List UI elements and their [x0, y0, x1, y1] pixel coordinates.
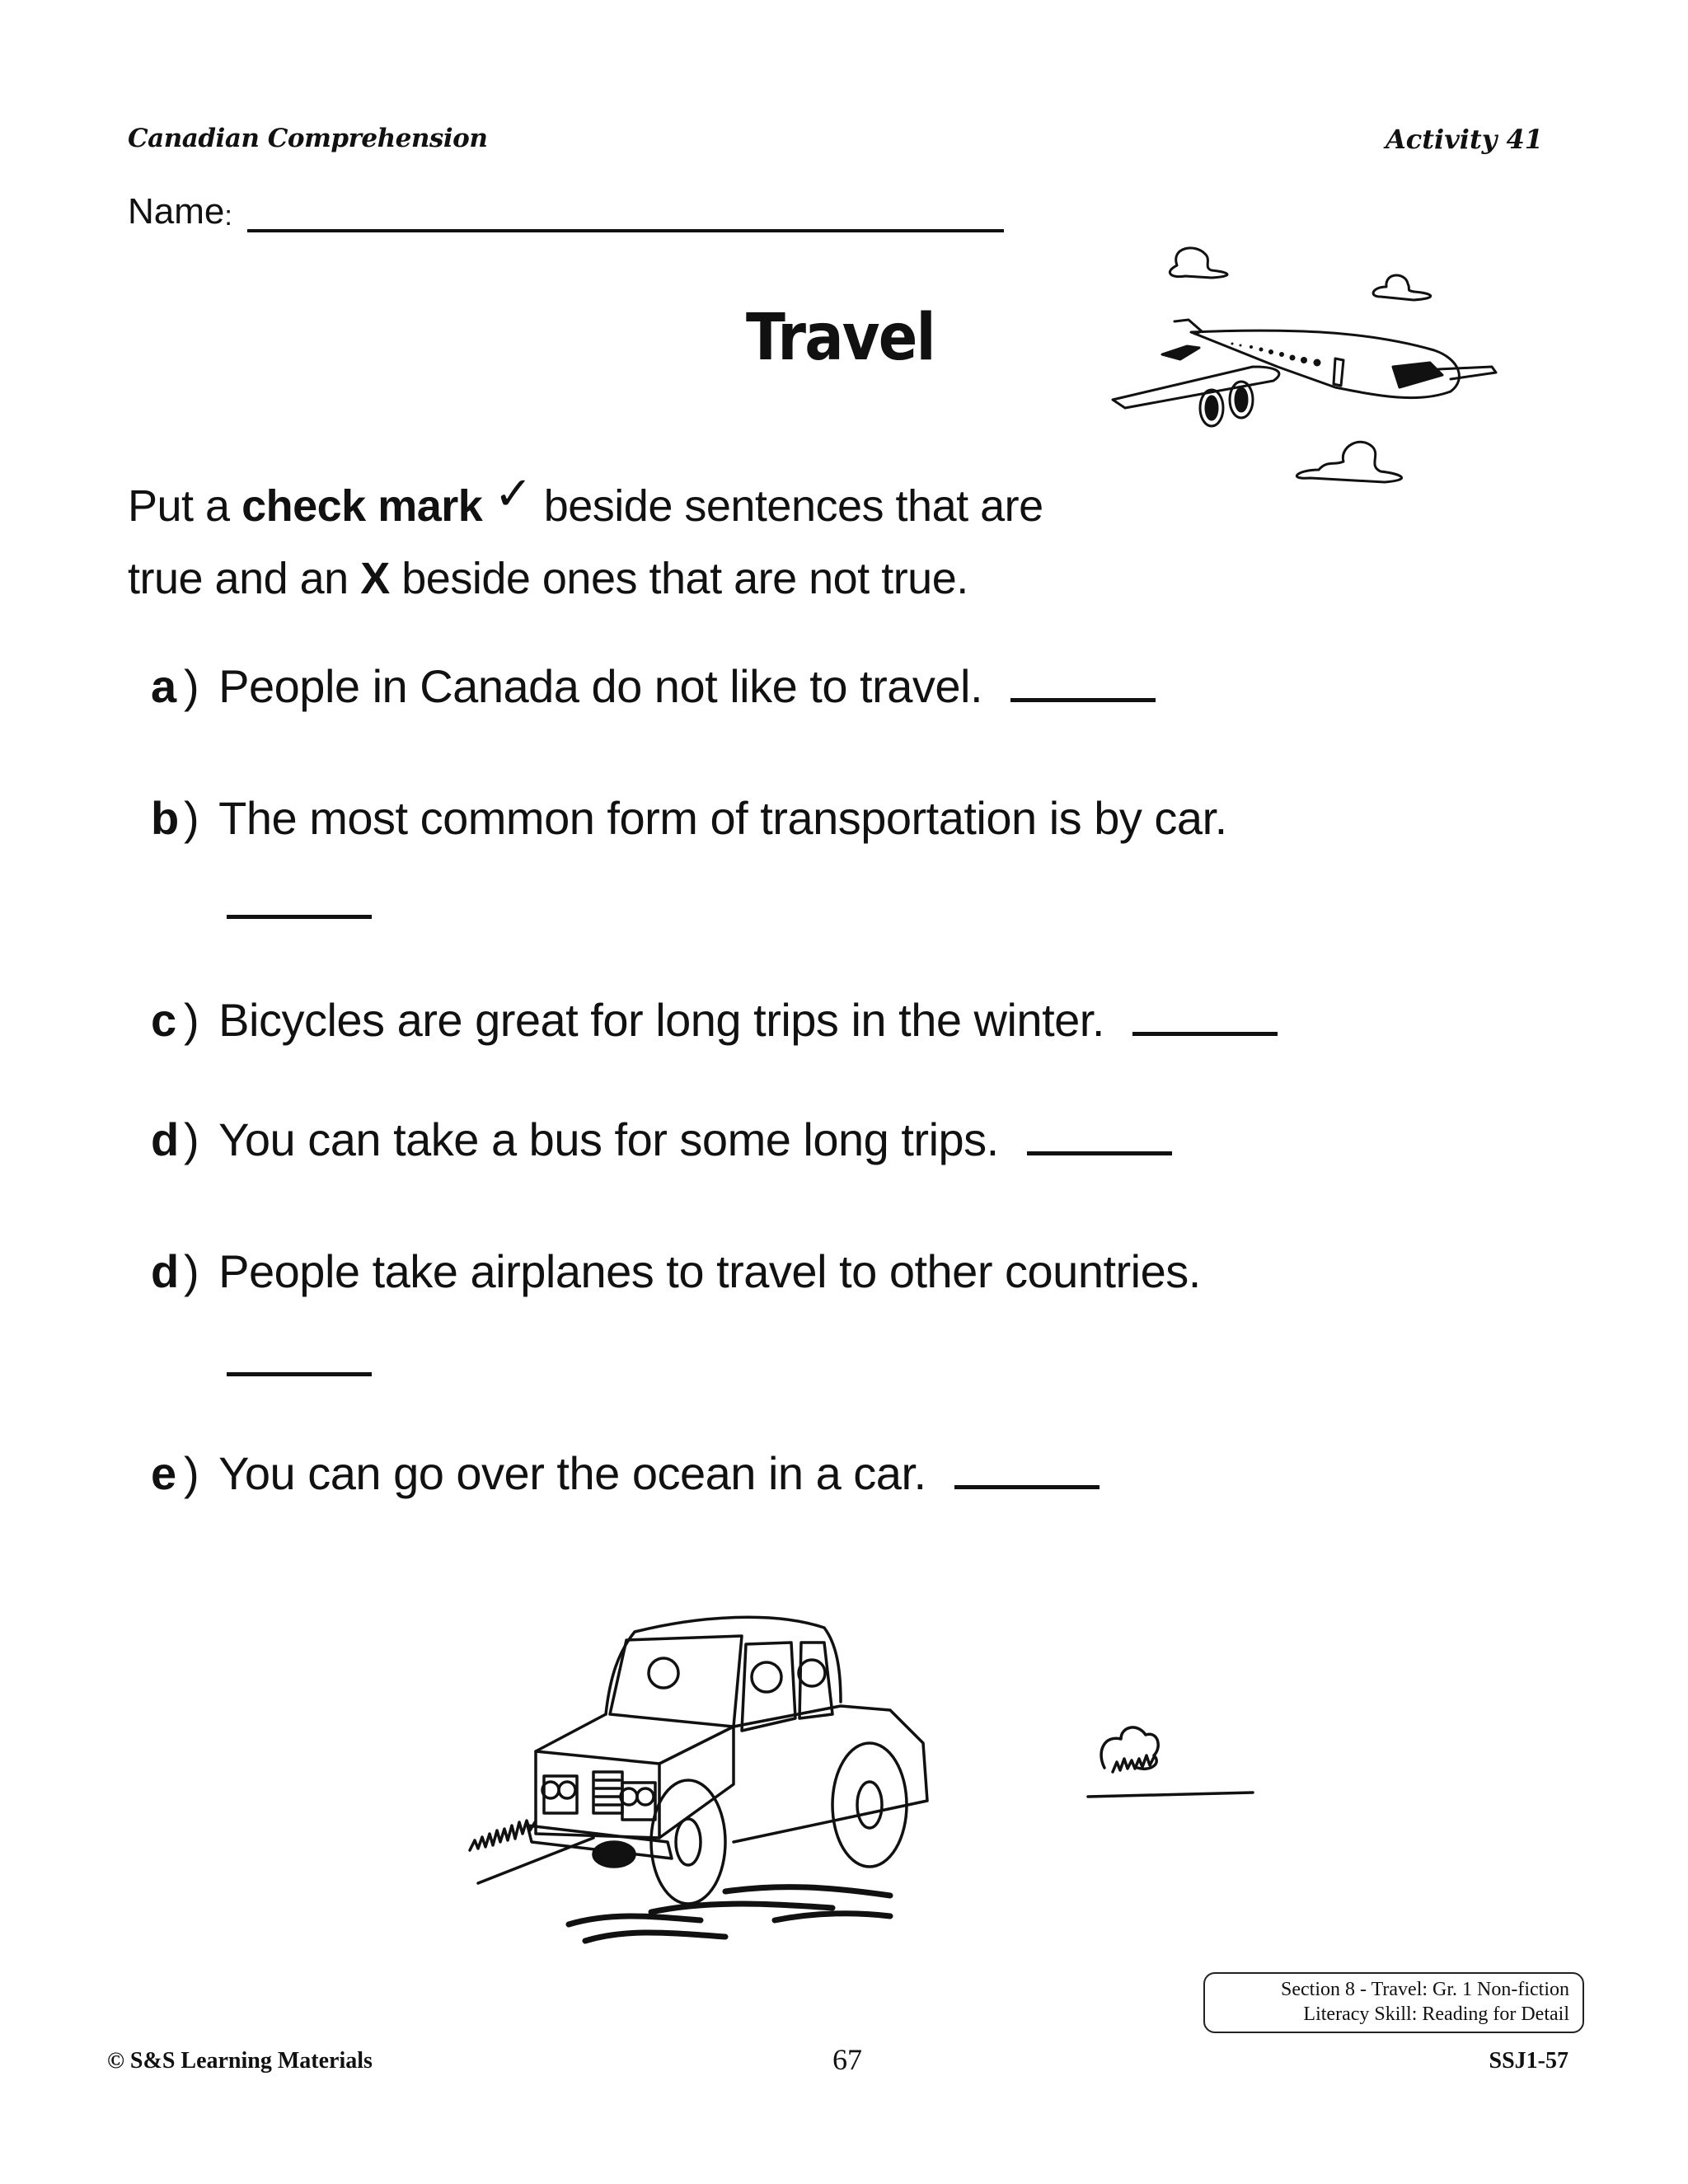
- cloud-icon: [1373, 275, 1431, 300]
- question-letter: d: [151, 1245, 179, 1297]
- question-letter: a: [151, 660, 176, 712]
- name-field: [128, 191, 1004, 232]
- question-b: b ) The most common form of transportation is by car.: [151, 792, 1227, 844]
- question-a: a ) People in Canada do not like to travel.: [151, 659, 1156, 713]
- check-mark-icon: ✓: [494, 467, 532, 521]
- question-text: People take airplanes to travel to other countries.: [218, 1245, 1201, 1297]
- x-mark-icon: X: [360, 554, 390, 603]
- cloud-icon: [1296, 442, 1401, 482]
- question-c: c ) Bicycles are great for long trips in the winter.: [151, 993, 1278, 1047]
- product-code: SSJ1-57: [1489, 2048, 1568, 2074]
- question-text: People in Canada do not like to travel.: [218, 660, 983, 712]
- book-title: Canadian Comprehension: [128, 124, 488, 153]
- question-d1: d ) You can take a bus for some long trips.: [151, 1113, 1172, 1166]
- answer-blank[interactable]: [227, 915, 372, 919]
- question-text: Bicycles are great for long trips in the winter.: [218, 994, 1104, 1046]
- question-letter: e: [151, 1447, 176, 1499]
- question-letter: b: [151, 792, 179, 844]
- instructions: Put a check mark ✓ beside sentences that are true and an X beside ones that are not true.: [128, 467, 1043, 603]
- question-d2: d ) People take airplanes to travel to other countries.: [151, 1245, 1201, 1297]
- copyright-text: © S&S Learning Materials: [107, 2048, 373, 2074]
- section-info-line2: Literacy Skill: Reading for Detail: [1303, 2004, 1569, 2025]
- name-label: Name: [128, 191, 225, 232]
- check-mark-phrase: check mark: [241, 481, 483, 531]
- page-number: 67: [832, 2043, 862, 2076]
- question-e: e ) You can go over the ocean in a car.: [151, 1446, 1100, 1500]
- section-info-line1: Section 8 - Travel: Gr. 1 Non-fiction: [1281, 1979, 1569, 2000]
- question-letter: d: [151, 1113, 179, 1165]
- airplane-illustration: [1088, 231, 1599, 494]
- name-input-line[interactable]: [247, 196, 1004, 232]
- question-text: You can take a bus for some long trips.: [218, 1113, 999, 1165]
- answer-blank[interactable]: [954, 1477, 1100, 1489]
- answer-blank[interactable]: [1132, 1024, 1278, 1036]
- answer-blank[interactable]: [227, 1372, 372, 1376]
- car-illustration: [462, 1595, 1269, 1957]
- cloud-icon: [1170, 248, 1227, 278]
- section-info-box: [1203, 1972, 1584, 2033]
- question-text: The most common form of transportation is by car.: [218, 792, 1227, 844]
- answer-blank[interactable]: [1027, 1143, 1172, 1155]
- answer-blank[interactable]: [1010, 690, 1156, 702]
- question-text: You can go over the ocean in a car.: [218, 1447, 926, 1499]
- page-title: Travel: [746, 301, 935, 375]
- question-letter: c: [151, 994, 176, 1046]
- name-colon: :: [224, 200, 232, 232]
- activity-number: Activity 41: [1385, 124, 1543, 155]
